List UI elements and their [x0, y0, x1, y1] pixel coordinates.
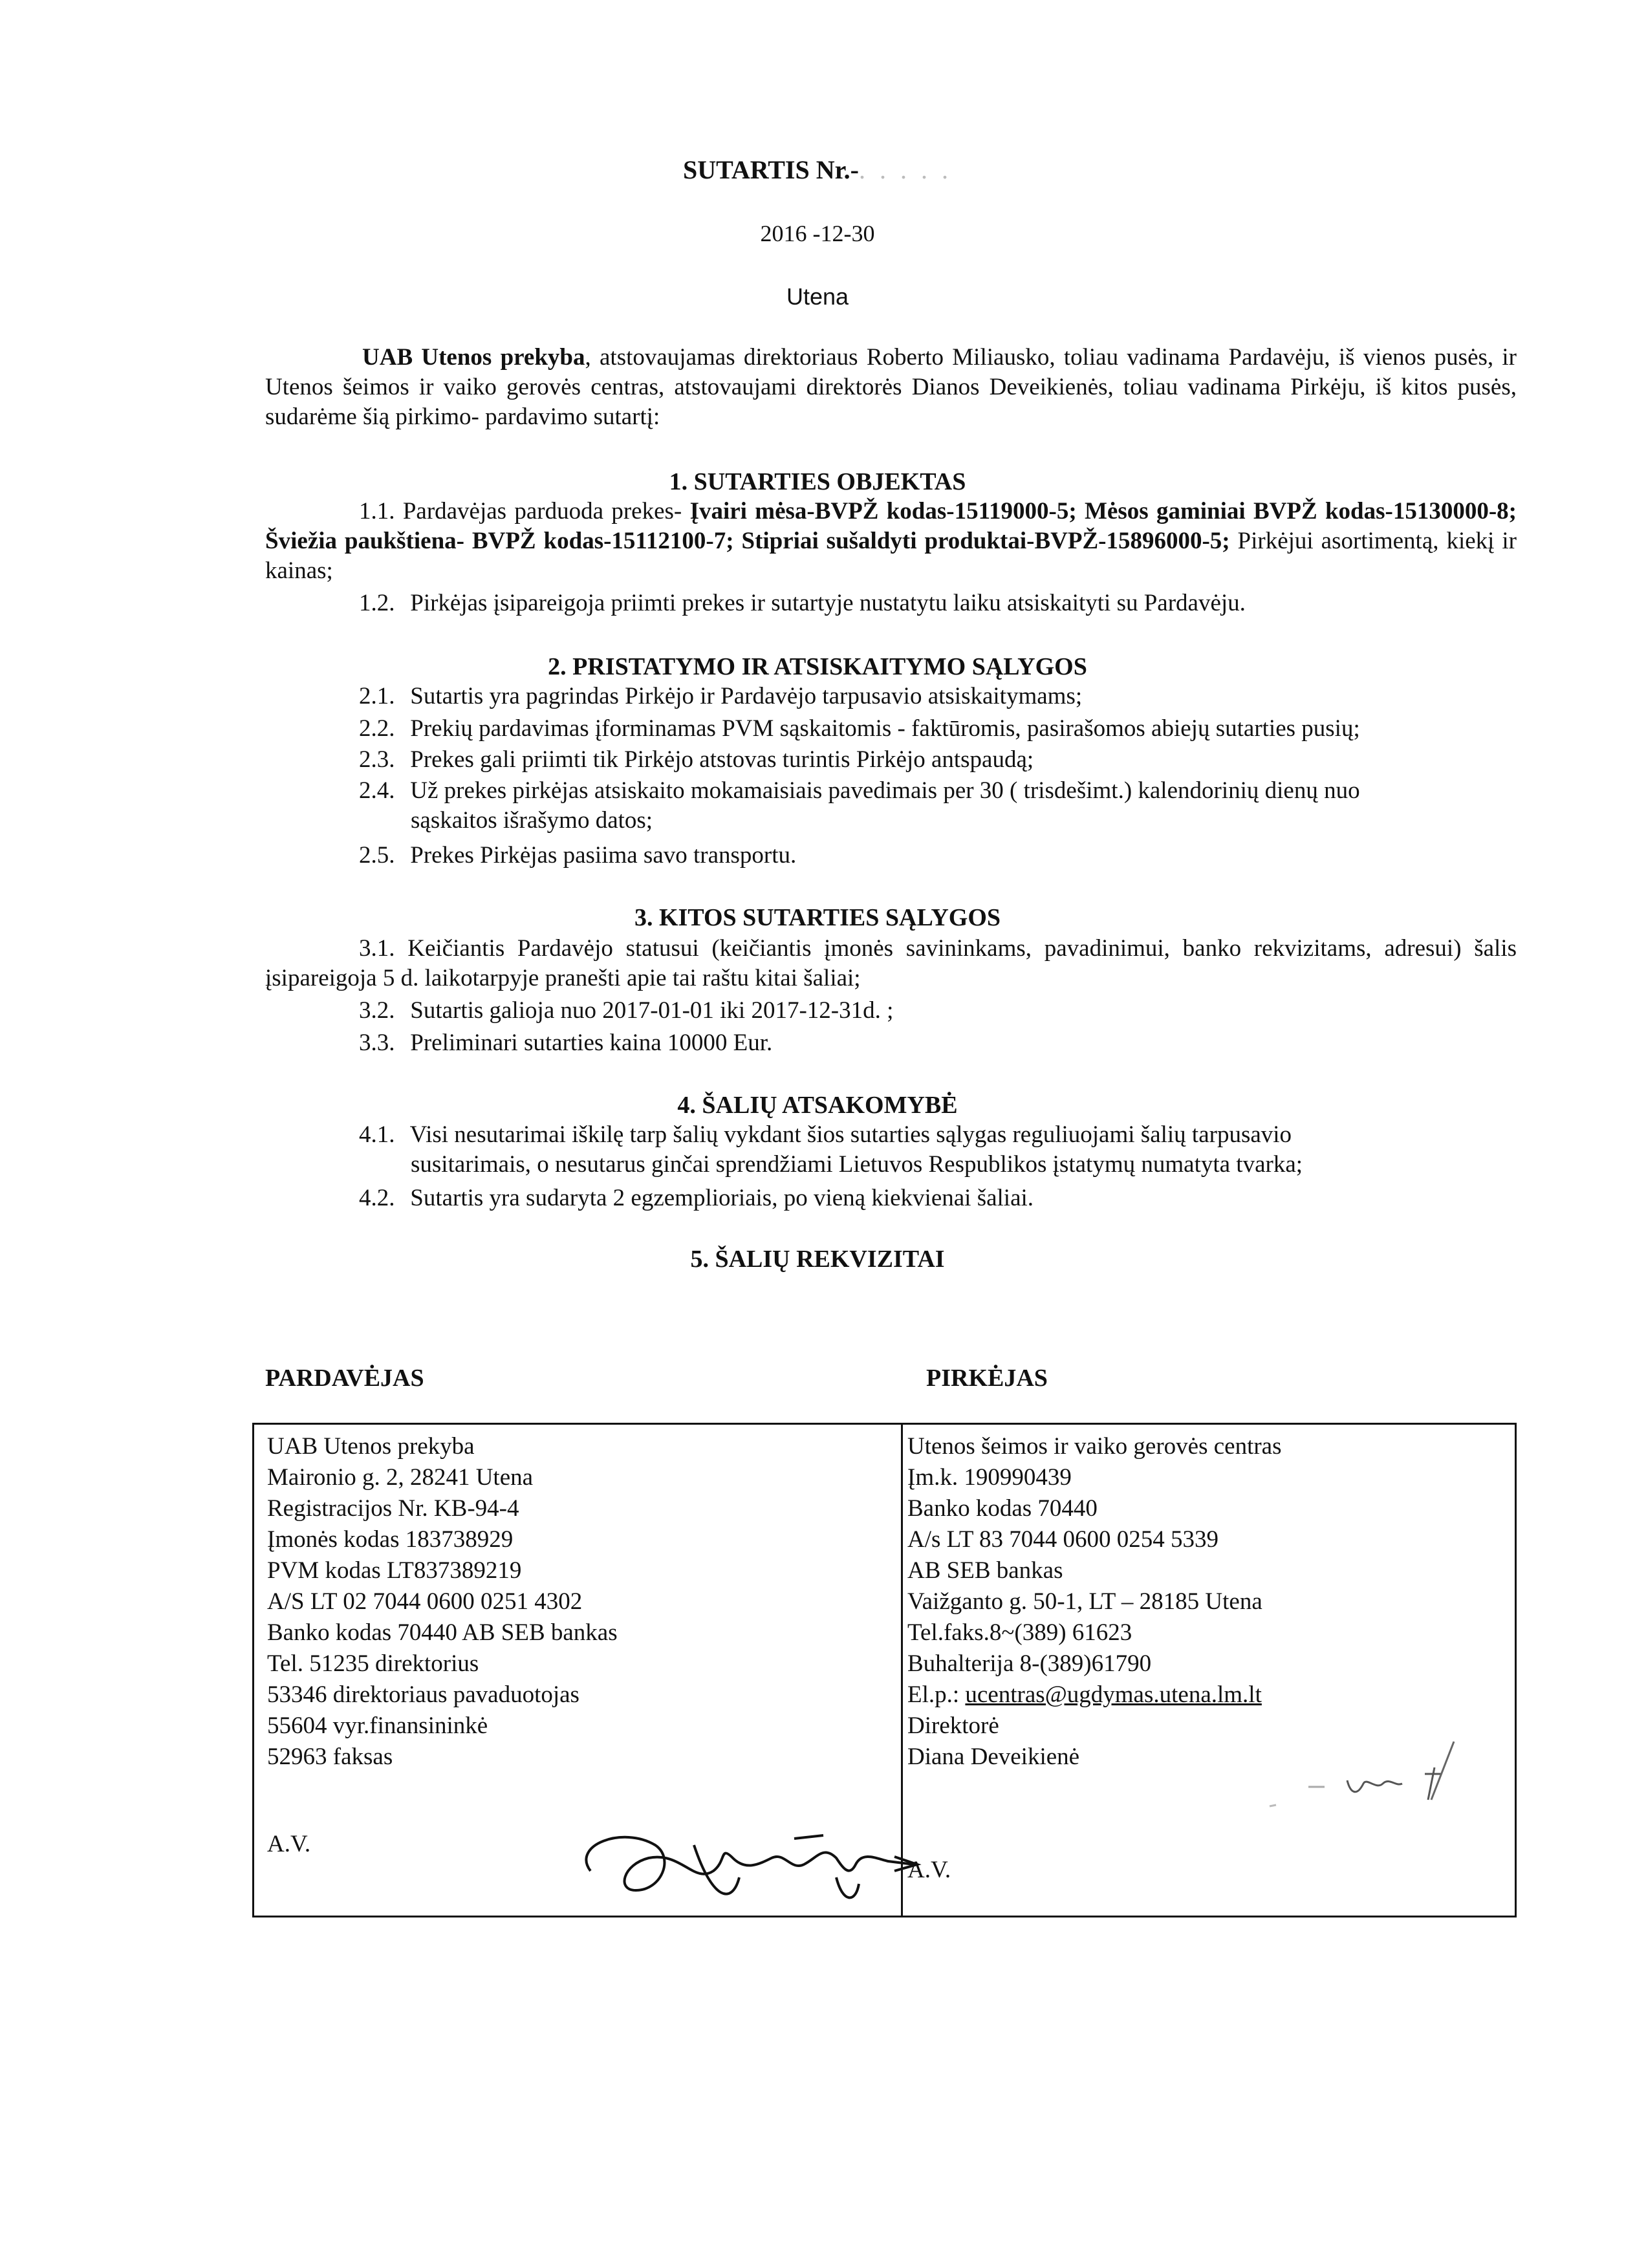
- clause-4-2: 4.2. Sutartis yra sudaryta 2 egzemplioriais, po vieną kiekvienai šaliai.: [359, 1185, 1034, 1211]
- section-heading-5: 5. ŠALIŲ REKVIZITAI: [690, 1246, 945, 1273]
- section-heading-1: 1. SUTARTIES OBJEKTAS: [669, 468, 966, 495]
- seller-line: Banko kodas 70440 AB SEB bankas: [267, 1619, 618, 1646]
- seller-line: Maironio g. 2, 28241 Utena: [267, 1464, 534, 1491]
- buyer-line: Tel.faks.8~(389) 61623: [907, 1619, 1132, 1646]
- seller-line: Registracijos Nr. KB-94-4: [267, 1495, 519, 1522]
- clause-2-1: 2.1. Sutartis yra pagrindas Pirkėjo ir Pardavėjo tarpusavio atsiskaitymams;: [359, 683, 1083, 709]
- buyer-line: Įm.k. 190990439: [907, 1464, 1072, 1491]
- seller-line: 53346 direktoriaus pavaduotojas: [267, 1681, 579, 1708]
- seller-line: UAB Utenos prekyba: [267, 1433, 475, 1460]
- buyer-stamp-place: A.V.: [907, 1857, 951, 1883]
- requisites-table: [252, 1423, 1517, 1917]
- clause-3-2: 3.2. Sutartis galioja nuo 2017-01-01 iki 2017-12-31d. ;: [359, 997, 894, 1024]
- contract-title: SUTARTIS Nr.-. . . . .: [683, 155, 952, 184]
- seller-requisites: [267, 1431, 888, 1773]
- section-heading-2: 2. PRISTATYMO IR ATSISKAITYMO SĄLYGOS: [548, 653, 1087, 680]
- buyer-line: Utenos šeimos ir vaiko gerovės centras: [907, 1433, 1282, 1460]
- buyer-requisites: [907, 1431, 1509, 1773]
- contract-date: 2016 -12-30: [760, 221, 875, 246]
- buyer-signature-icon: [1211, 1729, 1483, 1826]
- buyer-line: Direktorė: [907, 1712, 999, 1739]
- section-heading-3: 3. KITOS SUTARTIES SĄLYGOS: [634, 904, 1001, 931]
- clause-4-1: 4.1. Visi nesutarimai iškilę tarp šalių vykdant šios sutarties sąlygas reguliuojami šalių tarpusavio susitarimais, o nesutarus ginčai sprendžiami Lietuvos Respublikos įstatymų numatyta tvarka;: [359, 1121, 1303, 1178]
- clause-1-1: 1.1. Pardavėjas parduoda prekes- Įvairi mėsa-BVPŽ kodas-15119000-5; Mėsos gaminiai BVPŽ kodas-15130000-8; Šviežia paukštiena- BVPŽ kodas-15112100-7; Stipriai sušaldyti produktai-BVPŽ-15896000-5; Pirkėjui asortimentą, kiekį ir kainas;: [265, 498, 1517, 584]
- buyer-line: AB SEB bankas: [907, 1557, 1063, 1584]
- clause-2-5: 2.5. Prekes Pirkėjas pasiima savo transportu.: [359, 842, 797, 869]
- seller-line: Įmonės kodas 183738929: [267, 1526, 514, 1553]
- clause-2-4: 2.4. Už prekes pirkėjas atsiskaito mokamaisiais pavedimais per 30 ( trisdešimt.) kalendorinių dienų nuo sąskaitos išrašymo datos;: [359, 777, 1360, 834]
- contract-city: Utena: [786, 283, 849, 310]
- buyer-line: Buhalterija 8-(389)61790: [907, 1650, 1152, 1677]
- buyer-line: Vaižganto g. 50-1, LT – 28185 Utena: [907, 1588, 1262, 1615]
- seller-heading: PARDAVĖJAS: [265, 1365, 424, 1392]
- buyer-email-line: El.p.: ucentras@ugdymas.utena.lm.lt: [907, 1681, 1262, 1708]
- clause-2-2: 2.2. Prekių pardavimas įforminamas PVM sąskaitomis - faktūromis, pasirašomos abiejų sutarties pusių;: [359, 715, 1360, 742]
- seller-line: 55604 vyr.finansininkė: [267, 1712, 488, 1739]
- seller-line: PVM kodas LT837389219: [267, 1557, 522, 1584]
- clause-3-3: 3.3. Preliminari sutarties kaina 10000 Eur.: [359, 1030, 773, 1056]
- buyer-line: A/s LT 83 7044 0600 0254 5339: [907, 1526, 1219, 1553]
- seller-signature-icon: [565, 1819, 927, 1910]
- seller-line: Tel. 51235 direktorius: [267, 1650, 479, 1677]
- buyer-line: Banko kodas 70440: [907, 1495, 1098, 1522]
- buyer-email-link[interactable]: ucentras@ugdymas.utena.lm.lt: [965, 1681, 1262, 1708]
- buyer-heading: PIRKĖJAS: [926, 1365, 1048, 1392]
- seller-company-name: UAB Utenos prekyba: [362, 344, 585, 371]
- clause-3-1: 3.1. Keičiantis Pardavėjo statusui (keičiantis įmonės savininkams, pavadinimui, banko rekvizitams, adresui) šalis įsipareigoja 5 d. laikotarpyje pranešti apie tai raštu kitai šaliai;: [265, 935, 1517, 991]
- seller-stamp-place: A.V.: [267, 1831, 311, 1857]
- seller-line: 52963 faksas: [267, 1744, 393, 1770]
- clause-2-3: 2.3. Prekes gali priimti tik Pirkėjo atstovas turintis Pirkėjo antspaudą;: [359, 746, 1034, 773]
- clause-1-2: 1.2. Pirkėjas įsipareigoja priimti prekes ir sutartyje nustatytu laiku atsiskaityti su Pardavėju.: [359, 590, 1246, 616]
- intro-paragraph: UAB Utenos prekyba, atstovaujamas direktoriaus Roberto Miliausko, toliau vadinama Pardavėju, iš vienos pusės, ir Utenos šeimos ir vaiko gerovės centras, atstovaujami direktorės Dianos Deveikienės, toliau vadinama Pirkėju, iš kitos pusės, sudarėme šią pirkimo- pardavimo sutartį:: [265, 344, 1517, 430]
- buyer-line: Diana Deveikienė: [907, 1744, 1080, 1770]
- seller-line: A/S LT 02 7044 0600 0251 4302: [267, 1588, 583, 1615]
- section-heading-4: 4. ŠALIŲ ATSAKOMYBĖ: [677, 1092, 958, 1119]
